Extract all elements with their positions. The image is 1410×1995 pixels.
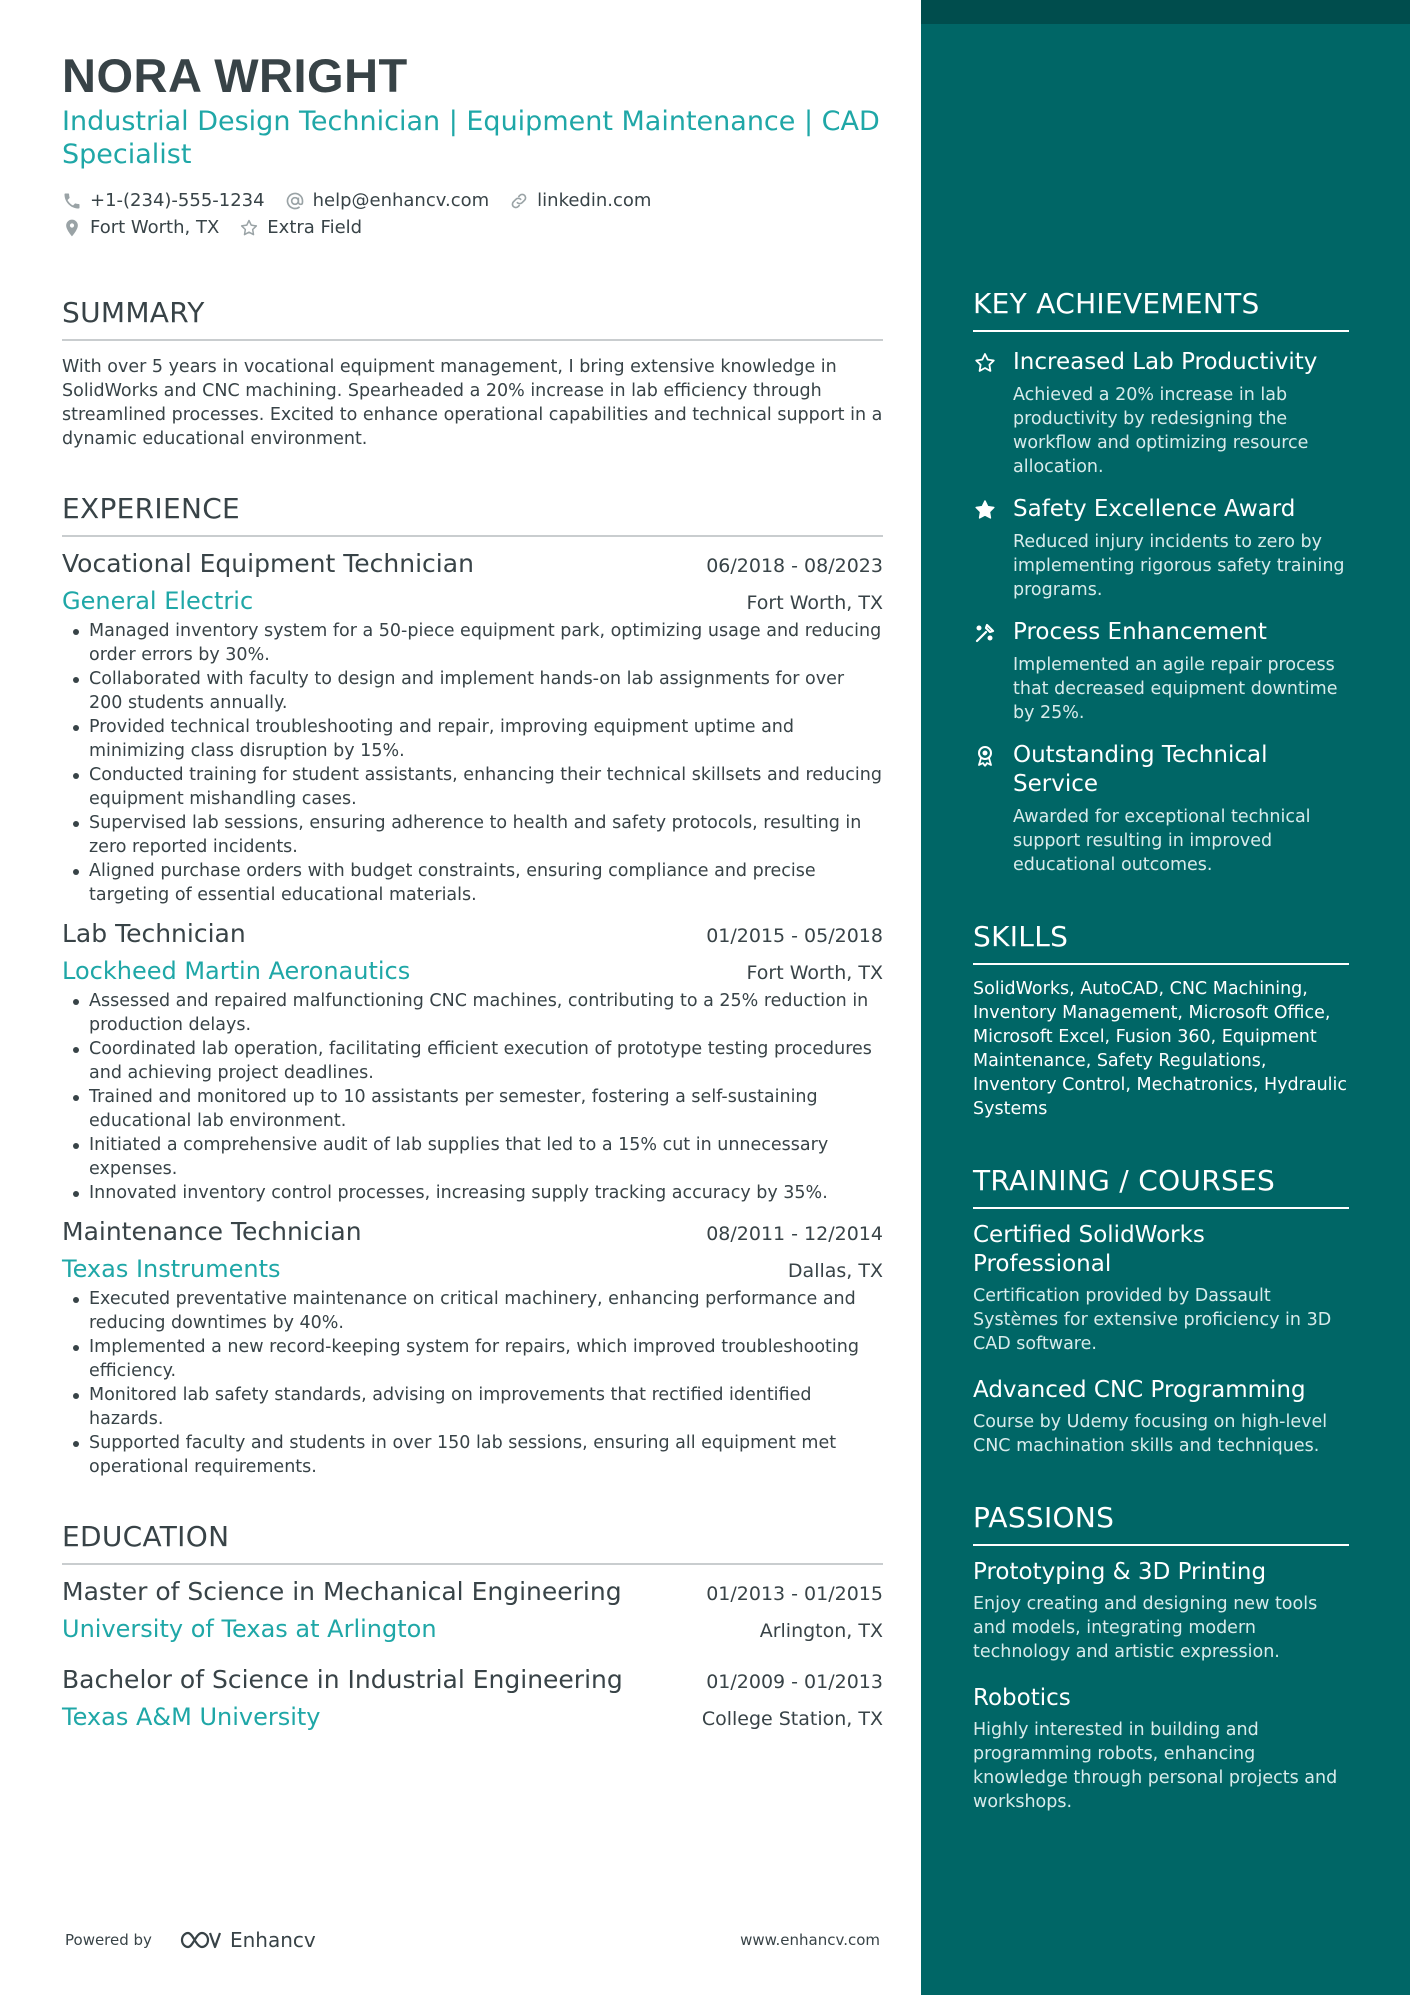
footer-url[interactable]: www.enhancv.com (740, 1931, 880, 1949)
candidate-name: NORA WRIGHT (62, 49, 408, 102)
education-header (62, 1575, 883, 1609)
phone-contact[interactable] (62, 190, 265, 211)
course-item (973, 1376, 1349, 1458)
bullet-item: Supervised lab sessions, ensuring adherence to health and safety protocols, resulting in zero reported incidents. (62, 811, 883, 859)
job-entry (62, 917, 883, 1205)
location-text: Fort Worth, TX (90, 217, 220, 238)
job-date: 06/2018 - 08/2023 (706, 555, 883, 577)
bullet-item: Innovated inventory control processes, increasing supply tracking accuracy by 35%. (62, 1181, 883, 1205)
star-outline-icon (973, 348, 1013, 479)
experience-section (62, 493, 883, 1479)
medal-icon (973, 741, 1013, 877)
main-column-content (62, 50, 883, 1733)
achievements-heading: KEY ACHIEVEMENTS (973, 288, 1349, 332)
brand-name: Enhancv (229, 1928, 316, 1952)
education-subheader (62, 1701, 883, 1733)
training-section (973, 1165, 1349, 1458)
achievement-body (1013, 495, 1349, 602)
brand-logo[interactable] (178, 1928, 316, 1952)
email-text: help@enhancv.com (312, 190, 490, 211)
bullet-item: Trained and monitored up to 10 assistants per semester, fostering a self-sustaining educational lab environment. (62, 1085, 883, 1133)
skills-section (973, 921, 1349, 1121)
bullet-item: Provided technical troubleshooting and repair, improving equipment uptime and minimizing class disruption by 15%. (62, 715, 883, 763)
school-location: College Station, TX (701, 1708, 883, 1730)
phone-text: +1-(234)-555-1234 (90, 190, 265, 211)
sidebar-top-band (921, 0, 1410, 24)
achievement-desc: Achieved a 20% increase in lab productivity by redesigning the workflow and optimizing resource allocation. (1013, 385, 1309, 477)
job-location: Fort Worth, TX (746, 592, 883, 614)
job-company: General Electric (62, 587, 254, 615)
education-heading: EDUCATION (62, 1521, 883, 1565)
candidate-title: Industrial Design Technician | Equipment Maintenance | CAD Specialist (62, 106, 880, 170)
passion-desc: Enjoy creating and designing new tools and models, integrating modern technology and artistic expression. (973, 1594, 1318, 1662)
star-filled-icon (973, 495, 1013, 602)
header (62, 50, 883, 241)
education-entry (62, 1575, 883, 1645)
achievement-desc: Implemented an agile repair process that decreased equipment downtime by 25%. (1013, 655, 1338, 723)
achievement-desc: Awarded for exceptional technical support resulting in improved educational outcomes. (1013, 807, 1311, 875)
at-icon (285, 191, 305, 211)
bullet-item: Aligned purchase orders with budget constraints, ensuring compliance and precise targeting of essential educational materials. (62, 859, 883, 907)
course-desc: Course by Udemy focusing on high-level CNC machination skills and techniques. (973, 1412, 1328, 1456)
link-icon (509, 191, 529, 211)
job-entry (62, 1215, 883, 1479)
job-title: Lab Technician (62, 919, 246, 948)
bullet-item: Managed inventory system for a 50-piece equipment park, optimizing usage and reducing order errors by 30%. (62, 619, 883, 667)
achievement-title: Process Enhancement (1013, 619, 1267, 645)
job-header (62, 547, 883, 581)
achievement-title: Increased Lab Productivity (1013, 349, 1318, 375)
footer (65, 1928, 880, 1952)
star-outline-icon (239, 218, 259, 238)
job-date: 01/2015 - 05/2018 (706, 925, 883, 947)
bullet-item: Implemented a new record-keeping system for repairs, which improved troubleshooting efficiency. (62, 1335, 883, 1383)
school-name: University of Texas at Arlington (62, 1615, 437, 1643)
job-date: 08/2011 - 12/2014 (706, 1223, 883, 1245)
job-company: Lockheed Martin Aeronautics (62, 957, 411, 985)
skills-list: SolidWorks, AutoCAD, CNC Machining, Inventory Management, Microsoft Office, Microsoft Excel, Fusion 360, Equipment Maintenance, Safety Regulations, Inventory Control, Mechatronics, Hydraulic Systems (973, 979, 1348, 1119)
job-company: Texas Instruments (62, 1255, 281, 1283)
job-title: Maintenance Technician (62, 1217, 362, 1246)
passions-heading: PASSIONS (973, 1502, 1349, 1546)
summary-section (62, 297, 883, 451)
job-entry (62, 547, 883, 907)
job-header (62, 1215, 883, 1249)
achievement-title: Outstanding Technical Service (1013, 742, 1268, 797)
job-bullets (62, 989, 883, 1205)
linkedin-text: linkedin.com (537, 190, 652, 211)
footer-brand-group (65, 1928, 316, 1952)
contact-info (62, 187, 883, 241)
achievement-desc: Reduced injury incidents to zero by implementing rigorous safety training programs. (1013, 532, 1345, 600)
bullet-item: Assessed and repaired malfunctioning CNC machines, contributing to a 25% reduction in production delays. (62, 989, 883, 1037)
extra-text: Extra Field (267, 217, 363, 238)
bullet-item: Initiated a comprehensive audit of lab supplies that led to a 15% cut in unnecessary expenses. (62, 1133, 883, 1181)
sidebar (921, 0, 1410, 1995)
experience-heading: EXPERIENCE (62, 493, 883, 537)
job-bullets (62, 619, 883, 907)
job-location: Dallas, TX (787, 1260, 883, 1282)
job-subheader (62, 585, 883, 617)
passion-item (973, 1558, 1349, 1664)
degree-title: Bachelor of Science in Industrial Engineering (62, 1665, 623, 1694)
job-subheader (62, 1253, 883, 1285)
skills-heading: SKILLS (973, 921, 1349, 965)
passions-section (973, 1502, 1349, 1814)
achievement-item (973, 618, 1349, 725)
course-desc: Certification provided by Dassault Systèmes for extensive proficiency in 3D CAD software. (973, 1286, 1332, 1354)
course-title: Advanced CNC Programming (973, 1377, 1306, 1403)
school-location: Arlington, TX (759, 1620, 883, 1642)
job-location: Fort Worth, TX (746, 962, 883, 984)
education-date: 01/2013 - 01/2015 (706, 1583, 883, 1605)
passion-desc: Highly interested in building and programming robots, enhancing knowledge through personal projects and workshops. (973, 1720, 1338, 1812)
summary-text: With over 5 years in vocational equipment management, I bring extensive knowledge in SolidWorks and CNC machining. Spearheaded a 20% increase in lab efficiency through streamlined processes. Excited to enhance operational capabilities and technical support in a dynamic educational environment. (62, 357, 883, 449)
location-pin-icon (62, 218, 82, 238)
achievement-item (973, 741, 1349, 877)
achievement-body (1013, 618, 1349, 725)
bullet-item: Conducted training for student assistants, enhancing their technical skillsets and reducing equipment mishandling cases. (62, 763, 883, 811)
achievement-body (1013, 741, 1349, 877)
achievement-title: Safety Excellence Award (1013, 496, 1296, 522)
linkedin-contact[interactable] (509, 190, 651, 211)
passion-item (973, 1684, 1349, 1814)
bullet-item: Coordinated lab operation, facilitating efficient execution of prototype testing procedures and achieving project deadlines. (62, 1037, 883, 1085)
school-name: Texas A&M University (62, 1703, 321, 1731)
job-subheader (62, 955, 883, 987)
tools-icon (973, 618, 1013, 725)
education-subheader (62, 1613, 883, 1645)
education-date: 01/2009 - 01/2013 (706, 1671, 883, 1693)
bullet-item: Supported faculty and students in over 150 lab sessions, ensuring all equipment met operational requirements. (62, 1431, 883, 1479)
job-header (62, 917, 883, 951)
email-contact[interactable] (285, 190, 490, 211)
course-item (973, 1221, 1349, 1356)
powered-by-label: Powered by (65, 1931, 152, 1949)
enhancv-logo-icon (178, 1928, 224, 1952)
achievement-item (973, 348, 1349, 479)
education-section (62, 1521, 883, 1733)
degree-title: Master of Science in Mechanical Engineering (62, 1577, 622, 1606)
course-title: Certified SolidWorks Professional (973, 1222, 1205, 1277)
phone-icon (62, 191, 82, 211)
summary-heading: SUMMARY (62, 297, 883, 341)
passion-title: Prototyping & 3D Printing (973, 1559, 1267, 1585)
education-entry (62, 1663, 883, 1733)
extra-contact (239, 217, 362, 238)
contact-row (62, 187, 883, 214)
job-bullets (62, 1287, 883, 1479)
achievement-body (1013, 348, 1349, 479)
contact-row (62, 214, 883, 241)
bullet-item: Monitored lab safety standards, advising on improvements that rectified identified hazards. (62, 1383, 883, 1431)
bullet-item: Collaborated with faculty to design and implement hands-on lab assignments for over 200 students annually. (62, 667, 883, 715)
passion-title: Robotics (973, 1685, 1071, 1711)
sidebar-content (973, 288, 1349, 1814)
achievement-item (973, 495, 1349, 602)
achievements-section (973, 288, 1349, 877)
training-heading: TRAINING / COURSES (973, 1165, 1349, 1209)
location-contact (62, 217, 219, 238)
bullet-item: Executed preventative maintenance on critical machinery, enhancing performance and reducing downtimes by 40%. (62, 1287, 883, 1335)
job-title: Vocational Equipment Technician (62, 549, 474, 578)
education-header (62, 1663, 883, 1697)
